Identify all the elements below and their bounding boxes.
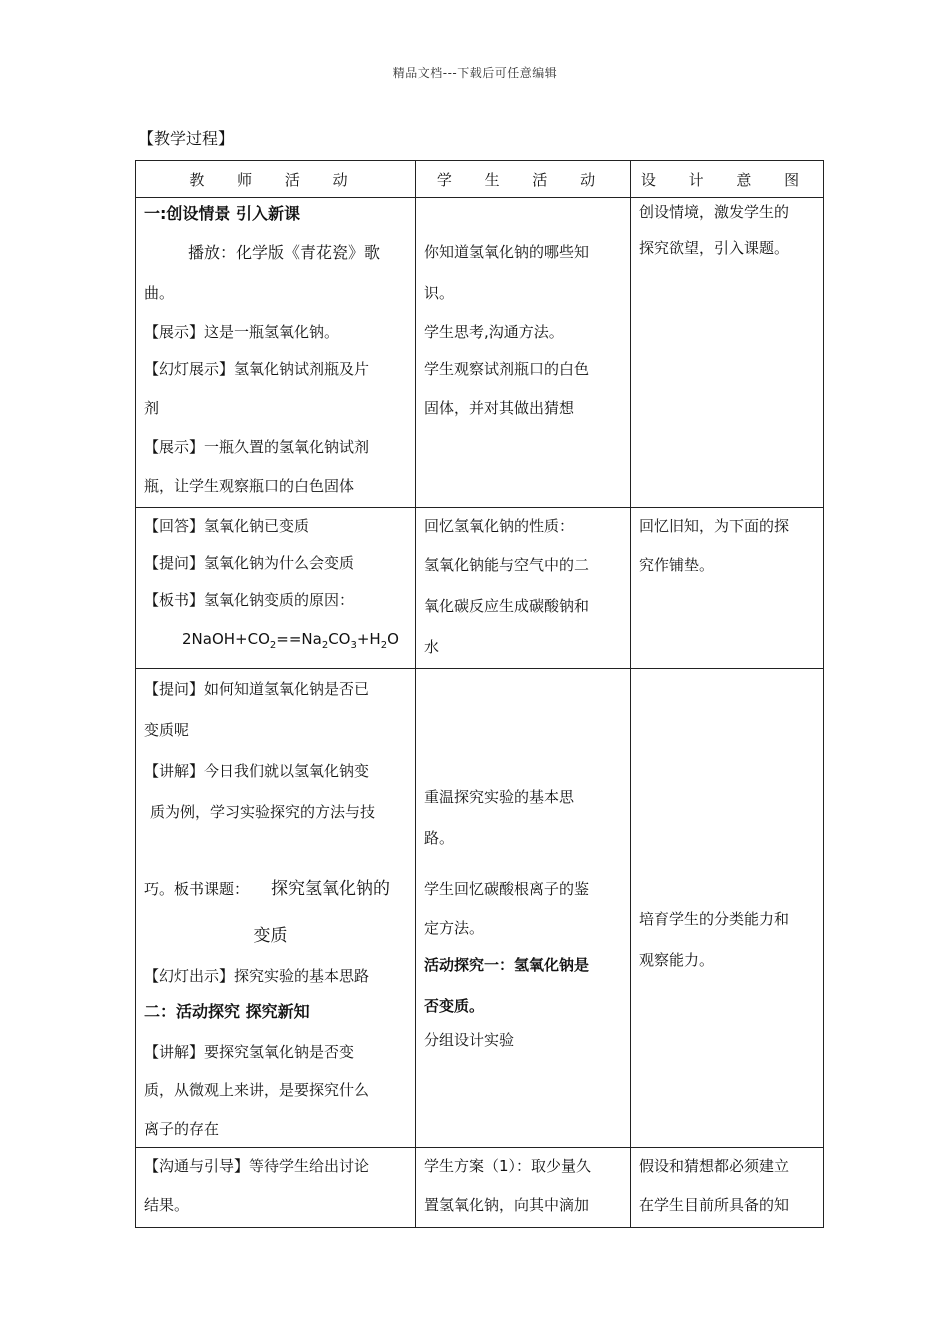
activity-heading: 活动探究一：氢氧化钠是 — [424, 956, 590, 974]
text-line: 变质呢 — [144, 721, 190, 739]
text-line: 在学生目前所具备的知 — [639, 1196, 790, 1214]
text-line: 观察能力。 — [639, 951, 715, 969]
text-line: 学生方案（1）：取少量久 — [424, 1157, 592, 1175]
text-line: 瓶，让学生观察瓶口的白色固体 — [144, 477, 355, 495]
text-line: 定方法。 — [424, 919, 485, 937]
text-line: 学生回忆碳酸根离子的鉴 — [424, 880, 590, 898]
intent-cell — [631, 508, 824, 669]
text-line: 回忆旧知，为下面的探 — [639, 517, 790, 535]
intent-cell — [631, 198, 824, 508]
student-cell — [416, 198, 631, 508]
text-line: 重温探究实验的基本思 — [424, 788, 575, 806]
text-line: 【回答】氢氧化钠已变质 — [144, 517, 310, 535]
text-line: 【展示】这是一瓶氢氧化钠。 — [144, 323, 340, 341]
text-line: 播放：化学版《青花瓷》歌 — [188, 243, 381, 262]
text-line: 识。 — [424, 284, 455, 302]
student-cell — [416, 669, 631, 1148]
column-header-intent: 设 计 意 图 — [631, 161, 824, 198]
student-cell — [416, 508, 631, 669]
text-line: 曲。 — [144, 284, 175, 302]
text-line: 学生观察试剂瓶口的白色 — [424, 360, 590, 378]
text-line: 水 — [424, 638, 440, 656]
table-row — [136, 1148, 824, 1228]
text-line: 探究欲望，引入课题。 — [639, 239, 790, 257]
teacher-cell — [136, 508, 416, 669]
text-line: 【讲解】要探究氢氧化钠是否变 — [144, 1043, 355, 1061]
text-line: 质为例，学习实验探究的方法与技 — [150, 803, 376, 821]
section-heading: 一:创设情景 引入新课 — [144, 204, 300, 223]
text-line: 你知道氢氧化钠的哪些知 — [424, 243, 590, 261]
teacher-cell — [136, 198, 416, 508]
column-header-student: 学 生 活 动 — [416, 161, 631, 198]
text-line: 巧。板书课题： 探究氢氧化钠的 — [144, 879, 391, 899]
intent-cell — [631, 1148, 824, 1228]
table-row — [136, 669, 824, 1148]
section-heading: 二：活动探究 探究新知 — [144, 1002, 310, 1021]
text-line: 【提问】氢氧化钠为什么会变质 — [144, 554, 355, 572]
page-header: 精品文档---下载后可任意编辑 — [392, 66, 558, 80]
text-line: 结果。 — [144, 1196, 190, 1214]
text-line: 【幻灯展示】氢氧化钠试剂瓶及片 — [144, 360, 370, 378]
text-line: 【展示】一瓶久置的氢氧化钠试剂 — [144, 438, 370, 456]
text-line: 路。 — [424, 829, 455, 847]
text-line: 【沟通与引导】等待学生给出讨论 — [144, 1157, 370, 1175]
text-line: 固体，并对其做出猜想 — [424, 399, 575, 417]
table-row — [136, 198, 824, 508]
text-line: 氧化碳反应生成碳酸钠和 — [424, 597, 590, 615]
text-line: 创设情境，激发学生的 — [639, 203, 790, 221]
text-line: 置氢氧化钠，向其中滴加 — [424, 1196, 590, 1214]
text-line: 氢氧化钠能与空气中的二 — [424, 556, 590, 574]
text-line: 回忆氢氧化钠的性质： — [424, 517, 575, 535]
text-line: 【板书】氢氧化钠变质的原因： — [144, 591, 355, 609]
text-line: 假设和猜想都必须建立 — [639, 1157, 790, 1175]
activity-heading: 否变质。 — [424, 997, 485, 1015]
text-line: 变质 — [253, 926, 288, 946]
text-line: 【提问】如何知道氢氧化钠是否已 — [144, 680, 370, 698]
column-header-teacher: 教 师 活 动 — [136, 161, 416, 198]
text-line: 【幻灯出示】探究实验的基本思路 — [144, 967, 370, 985]
text-line: 学生思考,沟通方法。 — [424, 323, 564, 341]
text-line: 【讲解】今日我们就以氢氧化钠变 — [144, 762, 370, 780]
text-line: 离子的存在 — [144, 1120, 220, 1138]
lesson-table — [135, 160, 824, 1228]
student-cell — [416, 1148, 631, 1228]
teacher-cell — [136, 669, 416, 1148]
table-row — [136, 508, 824, 669]
text-line: 剂 — [144, 399, 160, 417]
table-header-row — [136, 161, 824, 198]
intent-cell — [631, 669, 824, 1148]
text-line: 究作铺垫。 — [639, 556, 715, 574]
teacher-cell — [136, 1148, 416, 1228]
text-line: 分组设计实验 — [424, 1031, 515, 1049]
text-line: 培育学生的分类能力和 — [639, 910, 790, 928]
chemical-equation: $2NaOH+CO_2==Na_2CO_3+H_2O$ — [182, 630, 399, 651]
section-title: 【教学过程】 — [138, 129, 235, 148]
text-line: 质，从微观上来讲，是要探究什么 — [144, 1081, 370, 1099]
